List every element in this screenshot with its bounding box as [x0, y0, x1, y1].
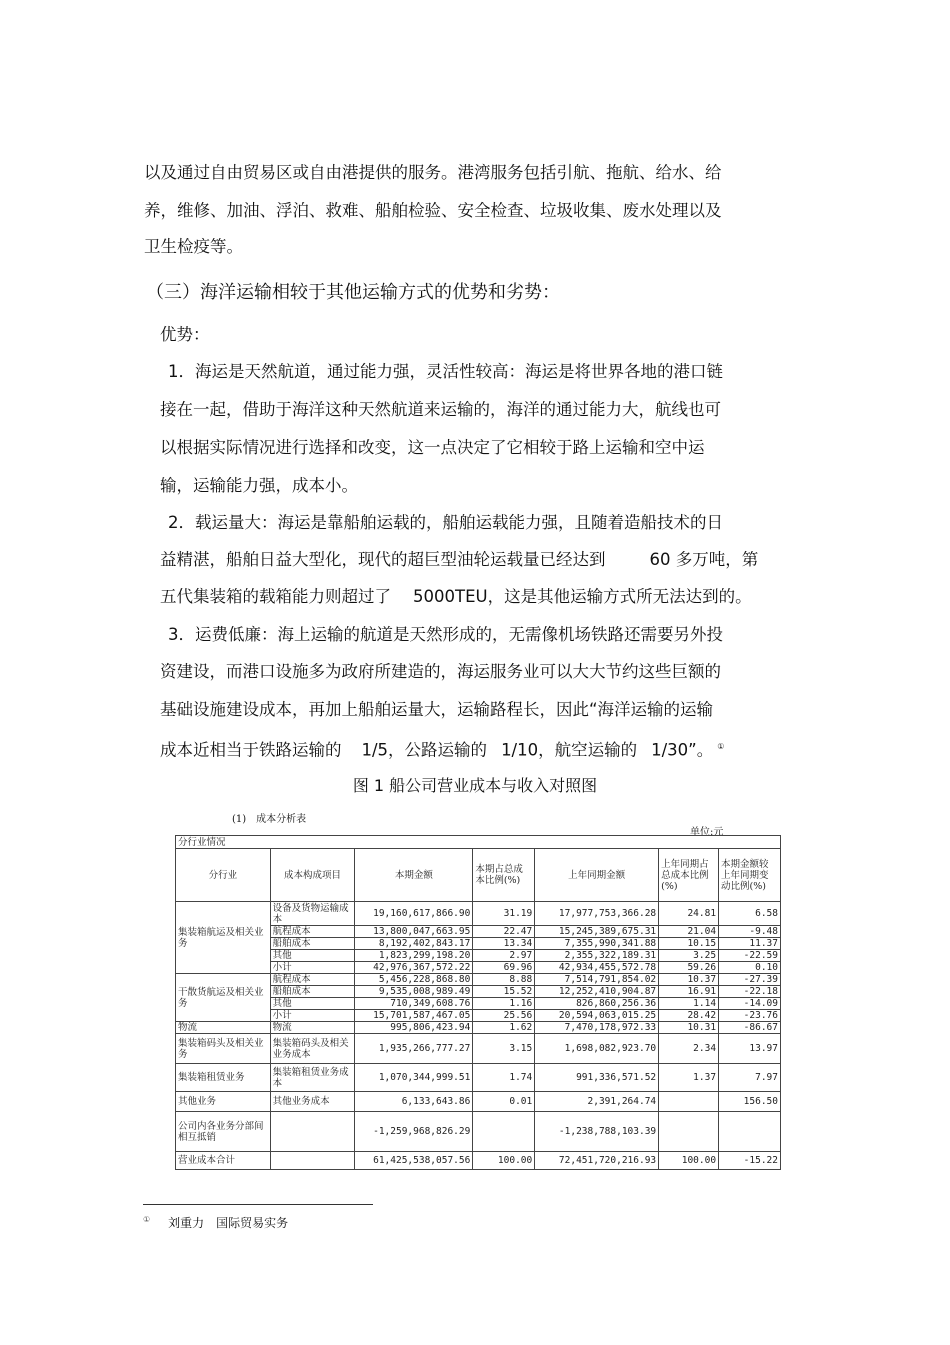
- cell: 航程成本: [270, 926, 355, 938]
- cell: 8.88: [473, 974, 535, 986]
- cell: 设备及货物运输成本: [270, 902, 355, 926]
- paragraph-line: 卫生检疫等。: [144, 237, 243, 256]
- cell: -14.09: [719, 998, 781, 1010]
- cell: 1,070,344,999.51: [355, 1064, 473, 1092]
- cell: 1,823,299,198.20: [355, 950, 473, 962]
- cell: 20,594,063,015.25: [535, 1010, 659, 1022]
- paragraph-line: [160, 587, 752, 607]
- cell: 826,860,256.36: [535, 998, 659, 1010]
- cell: 物流: [270, 1022, 355, 1034]
- footnote-mark: ①: [143, 1215, 151, 1224]
- cell: 69.96: [473, 962, 535, 974]
- cell: 5,456,228,868.80: [355, 974, 473, 986]
- paragraph-line: 3．运费低廉：海上运输的航道是天然形成的，无需像机场铁路还需要另外投: [168, 625, 723, 644]
- table-section-row: [176, 836, 781, 849]
- cell: 72,451,720,216.93: [535, 1152, 659, 1170]
- cell: 1.16: [473, 998, 535, 1010]
- column-header: 成本构成项目: [270, 849, 355, 902]
- cell: 10.15: [659, 938, 719, 950]
- cell: 12,252,410,904.87: [535, 986, 659, 998]
- footnote-divider: [143, 1204, 373, 1205]
- cell: 15.52: [473, 986, 535, 998]
- table-row: [176, 1092, 781, 1112]
- paragraph-line: 输，运输能力强，成本小。: [160, 476, 358, 495]
- cell: [719, 1112, 781, 1152]
- cell: 22.47: [473, 926, 535, 938]
- text-segment: 60 多万吨，第: [649, 550, 759, 569]
- column-header: 分行业: [176, 849, 271, 902]
- table-row: [176, 1034, 781, 1064]
- cell: 6,133,643.86: [355, 1092, 473, 1112]
- text-segment: 1/10，航空运输的: [501, 740, 638, 760]
- cell: 其他: [270, 950, 355, 962]
- cell: 15,701,587,467.05: [355, 1010, 473, 1022]
- figure-title: 图 1 船公司营业成本与收入对照图: [352, 776, 598, 795]
- paragraph-line: 接在一起，借助于海洋这种天然航道来运输的，海洋的通过能力大，航线也可: [160, 400, 721, 419]
- cell: 2,355,322,189.31: [535, 950, 659, 962]
- cell: 2.34: [659, 1034, 719, 1064]
- cell: 其他: [270, 998, 355, 1010]
- group-cell: 物流: [176, 1022, 271, 1034]
- cell: 0.10: [719, 962, 781, 974]
- paragraph-line: [160, 550, 758, 570]
- cell: 21.04: [659, 926, 719, 938]
- cell: 6.58: [719, 902, 781, 926]
- cell: 1.74: [473, 1064, 535, 1092]
- paragraph-line: 基础设施建设成本，再加上船舶运量大，运输路程长，因此“海洋运输的运输: [160, 700, 714, 719]
- text-segment: 益精湛，船舶日益大型化，现代的超巨型油轮运载量已经达到: [160, 550, 606, 569]
- group-cell: 其他业务: [176, 1092, 271, 1112]
- unit-label: 单位:元: [690, 827, 724, 838]
- table-row: [176, 1022, 781, 1034]
- cell: 100.00: [659, 1152, 719, 1170]
- cell: 42,934,455,572.78: [535, 962, 659, 974]
- table-row: [176, 1112, 781, 1152]
- table-row: [176, 974, 781, 986]
- column-header: 本期金额: [355, 849, 473, 902]
- cell: 船舶成本: [270, 986, 355, 998]
- cell: 2.97: [473, 950, 535, 962]
- footnote-reference[interactable]: ①: [717, 742, 725, 751]
- cell: [659, 1092, 719, 1112]
- cell: 19,160,617,866.90: [355, 902, 473, 926]
- cell: -86.67: [719, 1022, 781, 1034]
- footnote-text: 刘重力 国际贸易实务: [168, 1216, 289, 1230]
- cell: -9.48: [719, 926, 781, 938]
- cell: 8,192,402,843.17: [355, 938, 473, 950]
- cell: 7,514,791,854.02: [535, 974, 659, 986]
- column-header: 本期占总成本比例(%): [473, 849, 535, 902]
- paragraph-line: 养，维修、加油、浮泊、救难、船舶检验、安全检查、垃圾收集、废水处理以及: [144, 201, 722, 220]
- cell: 小计: [270, 1010, 355, 1022]
- cell: 1.37: [659, 1064, 719, 1092]
- cell: 28.42: [659, 1010, 719, 1022]
- cell: -1,259,968,826.29: [355, 1112, 473, 1152]
- cell: -23.76: [719, 1010, 781, 1022]
- cell: 集装箱码头及相关业务成本: [270, 1034, 355, 1064]
- cell: 10.37: [659, 974, 719, 986]
- text-segment: 成本近相当于铁路运输的: [160, 740, 342, 760]
- paragraph-line: 以及通过自由贸易区或自由港提供的服务。港湾服务包括引航、拖航、给水、给: [144, 163, 722, 182]
- table-row: [176, 1064, 781, 1092]
- cell: 13.34: [473, 938, 535, 950]
- paragraph-line: 2．载运量大：海运是靠船舶运载的，船舶运载能力强，且随着造船技术的日: [168, 513, 723, 532]
- section-label: 分行业情况: [176, 836, 781, 849]
- table-caption: (1) 成本分析表: [232, 814, 307, 825]
- group-cell: 营业成本合计: [176, 1152, 271, 1170]
- cell: 710,349,608.76: [355, 998, 473, 1010]
- cell: [270, 1152, 355, 1170]
- cell: 25.56: [473, 1010, 535, 1022]
- cell: 15,245,389,675.31: [535, 926, 659, 938]
- cell: 1,935,266,777.27: [355, 1034, 473, 1064]
- cell: 3.25: [659, 950, 719, 962]
- cost-analysis-table: [175, 835, 781, 1170]
- cell: 42,976,367,572.22: [355, 962, 473, 974]
- cell: 31.19: [473, 902, 535, 926]
- cell: 995,806,423.94: [355, 1022, 473, 1034]
- cell: 航程成本: [270, 974, 355, 986]
- column-header: 上年同期占总成本比例(%): [659, 849, 719, 902]
- cell: 集装箱租赁业务成本: [270, 1064, 355, 1092]
- cell: 61,425,538,057.56: [355, 1152, 473, 1170]
- cell: 小计: [270, 962, 355, 974]
- cell: 59.26: [659, 962, 719, 974]
- group-cell: 集装箱航运及相关业务: [176, 902, 271, 974]
- cell: 2,391,264.74: [535, 1092, 659, 1112]
- column-header: 上年同期金额: [535, 849, 659, 902]
- cell: 16.91: [659, 986, 719, 998]
- text-segment: 5000TEU，这是其他运输方式所无法达到的。: [413, 587, 752, 606]
- cell: 3.15: [473, 1034, 535, 1064]
- cell: 156.50: [719, 1092, 781, 1112]
- cell: 其他业务成本: [270, 1092, 355, 1112]
- paragraph-line: 以根据实际情况进行选择和改变，这一点决定了它相较于路上运输和空中运: [160, 438, 705, 457]
- cell: -22.59: [719, 950, 781, 962]
- cell: [659, 1112, 719, 1152]
- cell: 1.14: [659, 998, 719, 1010]
- cell: 9,535,008,989.49: [355, 986, 473, 998]
- cell: 11.37: [719, 938, 781, 950]
- group-cell: 干散货航运及相关业务: [176, 974, 271, 1022]
- section-heading: （三）海洋运输相较于其他运输方式的优势和劣势：: [146, 282, 560, 303]
- cell: 船舶成本: [270, 938, 355, 950]
- cell: [270, 1112, 355, 1152]
- advantage-label: 优势：: [160, 325, 210, 344]
- table-row: [176, 902, 781, 926]
- table-header-row: [176, 849, 781, 902]
- table-row: [176, 1152, 781, 1170]
- cell: -27.39: [719, 974, 781, 986]
- footnote: [143, 1214, 288, 1231]
- cell: 13,800,047,663.95: [355, 926, 473, 938]
- cell: -15.22: [719, 1152, 781, 1170]
- paragraph-line: 资建设，而港口设施多为政府所建造的，海运服务业可以大大节约这些巨额的: [160, 662, 721, 681]
- cell: 1,698,082,923.70: [535, 1034, 659, 1064]
- text-segment: 1/30”。: [651, 740, 714, 760]
- group-cell: 集装箱租赁业务: [176, 1064, 271, 1092]
- cell: 17,977,753,366.28: [535, 902, 659, 926]
- cell: 10.31: [659, 1022, 719, 1034]
- cell: 13.97: [719, 1034, 781, 1064]
- cell: 7,470,178,972.33: [535, 1022, 659, 1034]
- cell: 7,355,990,341.88: [535, 938, 659, 950]
- text-segment: 1/5，公路运输的: [361, 740, 488, 760]
- cell: 100.00: [473, 1152, 535, 1170]
- group-cell: 集装箱码头及相关业务: [176, 1034, 271, 1064]
- paragraph-line: 1．海运是天然航道，通过能力强，灵活性较高：海运是将世界各地的港口链: [168, 362, 723, 381]
- cell: 7.97: [719, 1064, 781, 1092]
- cell: 24.81: [659, 902, 719, 926]
- cell: 1.62: [473, 1022, 535, 1034]
- cell: -1,238,788,103.39: [535, 1112, 659, 1152]
- text-segment: 五代集装箱的载箱能力则超过了: [160, 587, 391, 606]
- paragraph-line: [160, 737, 724, 761]
- cell: 991,336,571.52: [535, 1064, 659, 1092]
- cell: 0.01: [473, 1092, 535, 1112]
- cell: [473, 1112, 535, 1152]
- column-header: 本期金额较上年同期变动比例(%): [719, 849, 781, 902]
- cell: -22.18: [719, 986, 781, 998]
- group-cell: 公司内各业务分部间相互抵销: [176, 1112, 271, 1152]
